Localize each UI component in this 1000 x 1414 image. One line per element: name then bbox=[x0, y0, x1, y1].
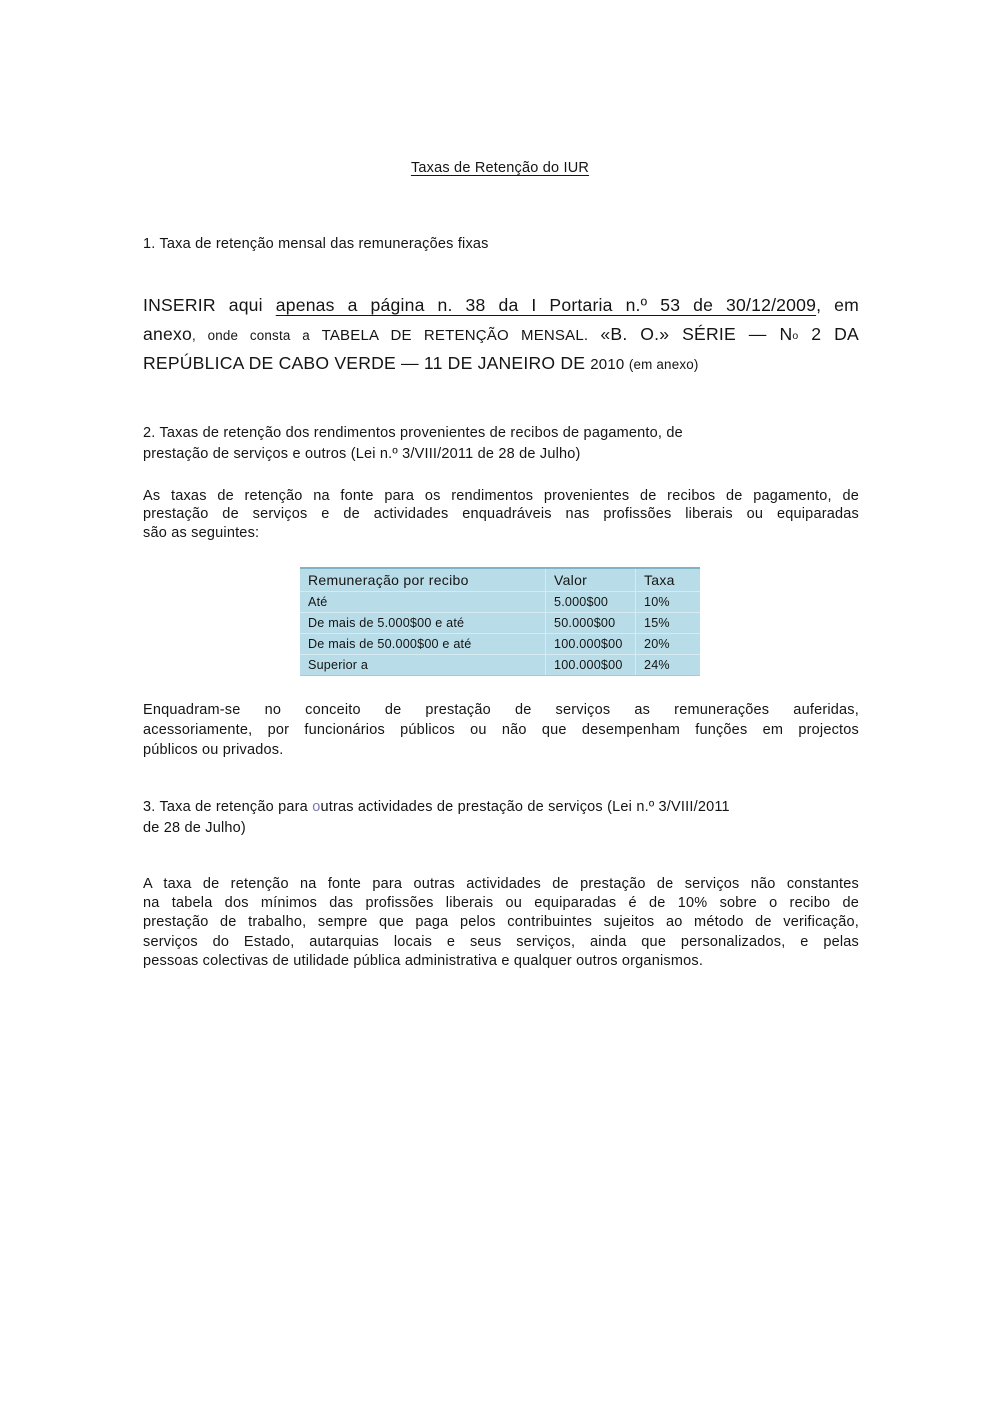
insert-note-segment: REPÚBLICA DE CABO VERDE — 11 DE JANEIRO DE bbox=[143, 353, 591, 374]
insert-instruction-paragraph bbox=[143, 292, 859, 379]
paragraph-line: públicos ou privados. bbox=[143, 742, 284, 758]
section-2-intro-paragraph bbox=[143, 487, 859, 542]
column-header-remuneracao: Remuneração por recibo bbox=[300, 569, 546, 592]
table-row bbox=[300, 592, 700, 613]
insert-instruction-line-1 bbox=[143, 292, 859, 321]
table-row bbox=[300, 613, 700, 634]
document-title-text: Taxas de Retenção do IUR bbox=[410, 160, 590, 176]
highlighted-letter: o bbox=[312, 799, 321, 815]
insert-note-segment: (em anexo) bbox=[628, 357, 699, 373]
insert-instruction-line-2 bbox=[143, 321, 859, 350]
ordinal-letter: o bbox=[792, 330, 799, 343]
retention-rates-table bbox=[300, 567, 700, 676]
insert-instruction-line-3 bbox=[143, 350, 859, 379]
cell-valor: 50.000$00 bbox=[546, 613, 636, 634]
table-row bbox=[300, 634, 700, 655]
table-header-row bbox=[300, 569, 700, 592]
section-3-body-paragraph bbox=[143, 875, 859, 971]
insert-note-segment: «B. O.» SÉRIE — N bbox=[600, 324, 793, 344]
column-header-taxa: Taxa bbox=[636, 569, 700, 592]
cell-taxa: 10% bbox=[636, 592, 700, 613]
paragraph-line: pessoas colectivas de utilidade pública administrativa e qualquer outros organismos. bbox=[143, 952, 704, 969]
paragraph-line: A taxa de retenção na fonte para outras actividades de prestação de serviços não constantes bbox=[143, 876, 859, 892]
insert-note-segment: INSERIR aqui bbox=[143, 295, 276, 315]
document-title bbox=[0, 158, 1000, 178]
paragraph-line: prestação de serviços e de actividades enquadráveis nas profissões liberais ou equiparadas bbox=[143, 506, 859, 523]
cell-taxa: 15% bbox=[636, 613, 700, 634]
section-2-note-paragraph bbox=[143, 700, 859, 760]
paragraph-line: prestação de trabalho, sempre que paga pelos contribuintes sujeitos ao método de verificação, bbox=[143, 914, 859, 931]
section-2-heading bbox=[143, 423, 859, 464]
paragraph-line: acessoriamente, por funcionários públicos ou não que desempenham funções em projectos bbox=[143, 722, 859, 738]
cell-taxa: 24% bbox=[644, 658, 670, 672]
section-3-heading-line-1 bbox=[143, 797, 859, 818]
insert-note-segment: 2 DA bbox=[798, 324, 859, 344]
section-2-heading-line-2: prestação de serviços e outros (Lei n.º 3/VIII/2011 de 28 de Julho) bbox=[143, 445, 581, 462]
cell-remuneracao: Superior a bbox=[300, 655, 546, 675]
cell-valor: 5.000$00 bbox=[546, 592, 636, 613]
insert-note-segment: 2010 bbox=[590, 356, 629, 374]
paragraph-line: Enquadram-se no conceito de prestação de serviços as remunerações auferidas, bbox=[143, 702, 859, 718]
insert-note-underlined-reference: apenas a página n. 38 da I Portaria n.º 53 de 30/12/2009 bbox=[275, 295, 817, 315]
cell-remuneracao: De mais de 5.000$00 e até bbox=[300, 613, 546, 634]
insert-note-segment: TABELA DE RETENÇÃO MENSAL. bbox=[321, 327, 601, 344]
paragraph-line: são as seguintes: bbox=[143, 524, 260, 541]
cell-taxa: 20% bbox=[636, 634, 700, 655]
cell-remuneracao: De mais de 50.000$00 e até bbox=[300, 634, 546, 655]
cell-remuneracao: Até bbox=[300, 592, 546, 613]
section-3-heading bbox=[143, 797, 859, 838]
cell-valor: 100.000$00 bbox=[546, 655, 636, 675]
section-2-heading-line-1: 2. Taxas de retenção dos rendimentos provenientes de recibos de pagamento, de bbox=[143, 425, 683, 441]
paragraph-line: As taxas de retenção na fonte para os rendimentos provenientes de recibos de pagamento, de bbox=[143, 488, 859, 504]
insert-note-segment: , em bbox=[816, 295, 859, 315]
paragraph-line: serviços do Estado, autarquias locais e seus serviços, ainda que personalizados, e pelas bbox=[143, 933, 859, 950]
section-3-heading-line-2: de 28 de Julho) bbox=[143, 819, 246, 836]
paragraph-line: na tabela dos mínimos das profissões liberais ou equiparadas é de 10% sobre o recibo de bbox=[143, 895, 859, 912]
section-1-heading: 1. Taxa de retenção mensal das remunerações fixas bbox=[143, 236, 489, 252]
heading-segment: 3. Taxa de retenção para bbox=[143, 799, 313, 815]
table-row bbox=[300, 655, 700, 675]
heading-segment: utras actividades de prestação de serviços (Lei n.º 3/VIII/2011 bbox=[320, 799, 730, 815]
column-header-valor: Valor bbox=[546, 569, 636, 592]
cell-valor: 100.000$00 bbox=[546, 634, 636, 655]
insert-note-segment: anexo bbox=[143, 324, 192, 344]
insert-note-segment: , onde consta a bbox=[191, 328, 322, 343]
